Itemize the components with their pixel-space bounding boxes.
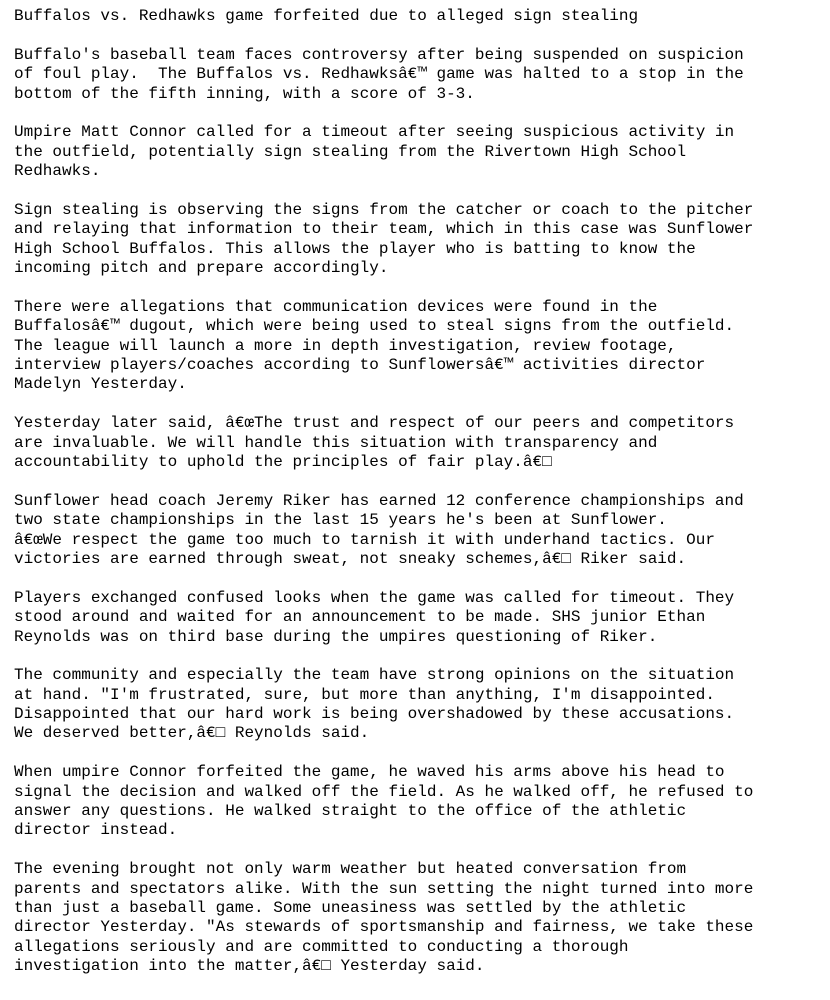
text-line: Sign stealing is observing the signs from the catcher or coach to the pitcher bbox=[14, 200, 754, 219]
text-line: Players exchanged confused looks when the game was called for timeout. They bbox=[14, 588, 735, 607]
text-line: than just a baseball game. Some uneasiness was settled by the athletic bbox=[14, 898, 687, 917]
paragraph bbox=[14, 666, 830, 744]
text-line: â€œWe respect the game too much to tarnish it with underhand tactics. Our bbox=[14, 530, 715, 549]
text-line: When umpire Connor forfeited the game, he waved his arms above his head to bbox=[14, 763, 725, 782]
text-line: signal the decision and walked off the field. As he walked off, he refused to bbox=[14, 782, 754, 801]
text-line: investigation into the matter,â€□ Yesterday said. bbox=[14, 957, 485, 976]
text-line: director instead. bbox=[14, 821, 178, 840]
title-line: Buffalos vs. Redhawks game forfeited due to alleged sign stealing bbox=[14, 7, 639, 25]
paragraph bbox=[14, 123, 830, 181]
text-line: The community and especially the team have strong opinions on the situation bbox=[14, 666, 735, 685]
text-line: parents and spectators alike. With the sun setting the night turned into more bbox=[14, 879, 754, 898]
text-line: Sunflower head coach Jeremy Riker has earned 12 conference championships and bbox=[14, 491, 744, 510]
text-line: Redhawks. bbox=[14, 162, 101, 181]
text-line: the outfield, potentially sign stealing from the Rivertown High School bbox=[14, 142, 687, 161]
text-line: and relaying that information to their team, which in this case was Sunflower bbox=[14, 220, 754, 239]
text-line: answer any questions. He walked straight to the office of the athletic bbox=[14, 802, 687, 821]
text-line: two state championships in the last 15 years he's been at Sunflower. bbox=[14, 511, 667, 530]
text-line: are invaluable. We will handle this situation with transparency and bbox=[14, 433, 658, 452]
paragraph bbox=[14, 492, 830, 570]
text-line: The evening brought not only warm weather but heated conversation from bbox=[14, 860, 687, 879]
text-line: incoming pitch and prepare accordingly. bbox=[14, 259, 389, 278]
paragraph bbox=[14, 414, 830, 472]
text-line: Umpire Matt Connor called for a timeout after seeing suspicious activity in bbox=[14, 123, 735, 142]
article-paragraphs bbox=[14, 46, 830, 977]
paragraph bbox=[14, 298, 830, 395]
text-line: victories are earned through sweat, not sneaky schemes,â€□ Riker said. bbox=[14, 549, 687, 568]
paragraph bbox=[14, 201, 830, 279]
text-line: bottom of the fifth inning, with a score of 3-3. bbox=[14, 84, 475, 103]
paragraph bbox=[14, 46, 830, 104]
paragraph bbox=[14, 589, 830, 647]
article-title bbox=[14, 7, 830, 26]
text-line: There were allegations that communication devices were found in the bbox=[14, 297, 658, 316]
paragraph bbox=[14, 860, 830, 976]
text-line: The league will launch a more in depth investigation, review footage, bbox=[14, 336, 677, 355]
text-line: Buffalo's baseball team faces controversy after being suspended on suspicion bbox=[14, 45, 744, 64]
document-body bbox=[14, 7, 830, 977]
text-line: Yesterday later said, â€œThe trust and respect of our peers and competitors bbox=[14, 414, 735, 433]
text-line: High School Buffalos. This allows the player who is batting to know the bbox=[14, 239, 696, 258]
text-line: Reynolds was on third base during the umpires questioning of Riker. bbox=[14, 627, 658, 646]
text-line: interview players/coaches according to Sunflowersâ€™ activities director bbox=[14, 356, 706, 375]
paragraph bbox=[14, 763, 830, 841]
text-line: Disappointed that our hard work is being overshadowed by these accusations. bbox=[14, 705, 735, 724]
text-line: of foul play. The Buffalos vs. Redhawksâ€™ game was halted to a stop in the bbox=[14, 65, 744, 84]
text-line: allegations seriously and are committed to conducting a thorough bbox=[14, 937, 629, 956]
text-line: at hand. "I'm frustrated, sure, but more than anything, I'm disappointed. bbox=[14, 685, 715, 704]
text-line: stood around and waited for an announcement to be made. SHS junior Ethan bbox=[14, 608, 706, 627]
text-line: Buffalosâ€™ dugout, which were being used to steal signs from the outfield. bbox=[14, 317, 735, 336]
text-line: accountability to uphold the principles of fair play.â€□ bbox=[14, 452, 552, 471]
text-line: Madelyn Yesterday. bbox=[14, 375, 187, 394]
text-line: director Yesterday. "As stewards of sportsmanship and fairness, we take these bbox=[14, 918, 754, 937]
text-line: We deserved better,â€□ Reynolds said. bbox=[14, 724, 370, 743]
